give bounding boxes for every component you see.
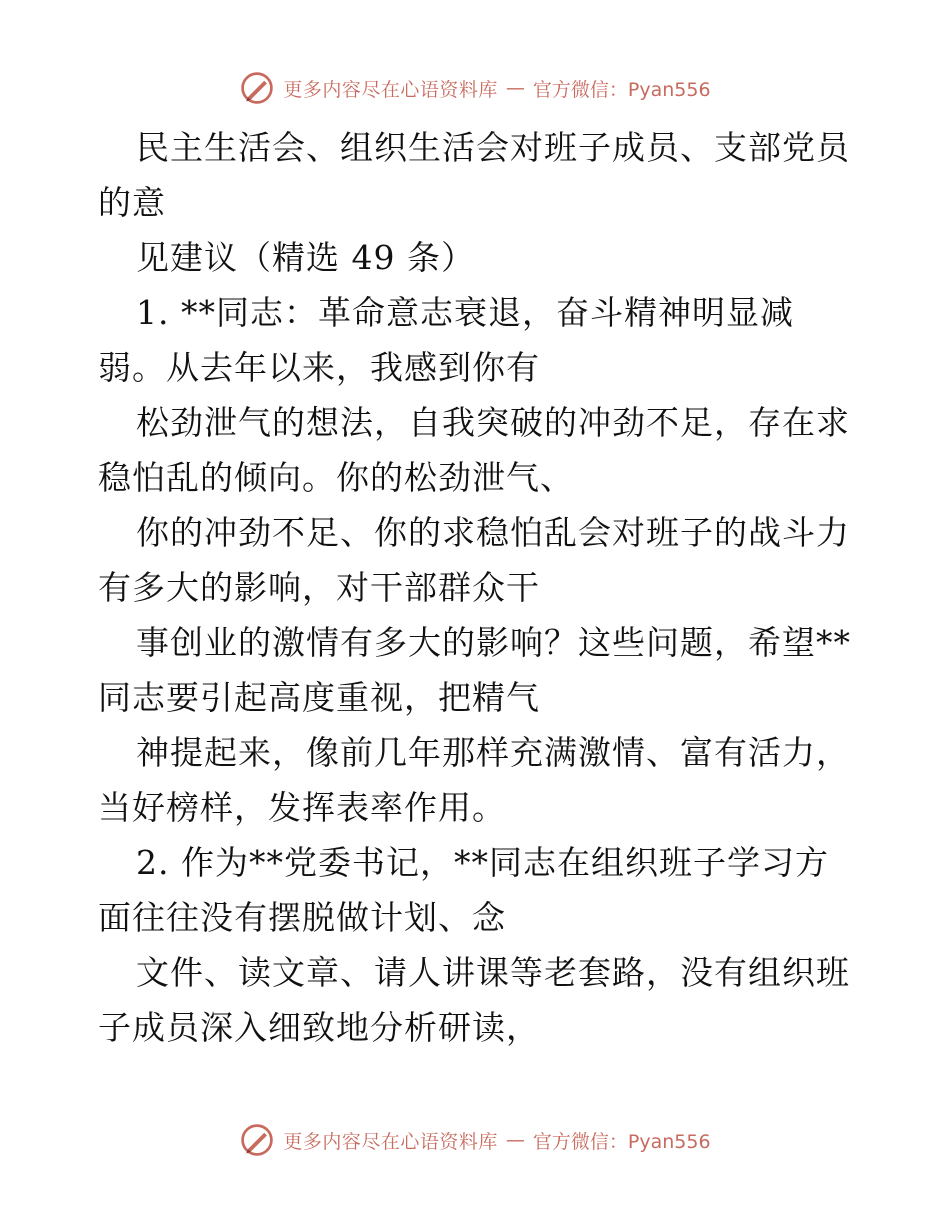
document-text-line: 2. 作为**党委书记，**同志在组织班子学习方 xyxy=(136,843,829,882)
document-text-line: 民主生活会、组织生活会对班子成员、支部党员 xyxy=(136,128,850,167)
document-text-line: 神提起来，像前几年那样充满激情、富有活力， xyxy=(136,733,850,772)
document-text-line: 当好榜样，发挥表率作用。 xyxy=(98,788,506,827)
document-text-line: 稳怕乱的倾向。你的松劲泄气、 xyxy=(98,458,574,497)
page-footer-watermark xyxy=(0,1122,950,1158)
document-text-line: 你的冲劲不足、你的求稳怕乱会对班子的战斗力 xyxy=(136,513,850,552)
watermark-contact-text: 官方微信：Pyan556 xyxy=(532,78,711,101)
document-text-line: 子成员深入细致地分析研读， xyxy=(98,1008,540,1047)
document-text-line: 同志要引起高度重视，把精气 xyxy=(98,678,540,717)
document-text-line: 松劲泄气的想法，自我突破的冲劲不足，存在求 xyxy=(136,403,850,442)
pen-logo-icon xyxy=(239,70,275,106)
page-header-watermark xyxy=(0,70,950,106)
document-text-line: 文件、读文章、请人讲课等老套路，没有组织班 xyxy=(136,953,850,992)
watermark-site-text: 更多内容尽在心语资料库 xyxy=(283,1130,498,1153)
document-text-line: 事创业的激情有多大的影响？这些问题，希望** xyxy=(136,623,851,662)
watermark-contact-text: 官方微信：Pyan556 xyxy=(532,1130,711,1153)
watermark-separator: — xyxy=(505,1129,525,1151)
watermark-separator: — xyxy=(505,77,525,99)
document-text-line: 1. **同志：革命意志衰退，奋斗精神明显减 xyxy=(136,293,794,332)
document-text-line: 面往往没有摆脱做计划、念 xyxy=(98,898,506,937)
pen-logo-icon xyxy=(239,1122,275,1158)
watermark-site-text: 更多内容尽在心语资料库 xyxy=(283,78,498,101)
document-text-line: 的意 xyxy=(98,183,166,222)
document-text-line: 见建议（精选 49 条） xyxy=(136,238,475,277)
document-text-line: 有多大的影响，对干部群众干 xyxy=(98,568,540,607)
document-text-line: 弱。从去年以来，我感到你有 xyxy=(98,348,540,387)
document-body xyxy=(98,122,858,1057)
